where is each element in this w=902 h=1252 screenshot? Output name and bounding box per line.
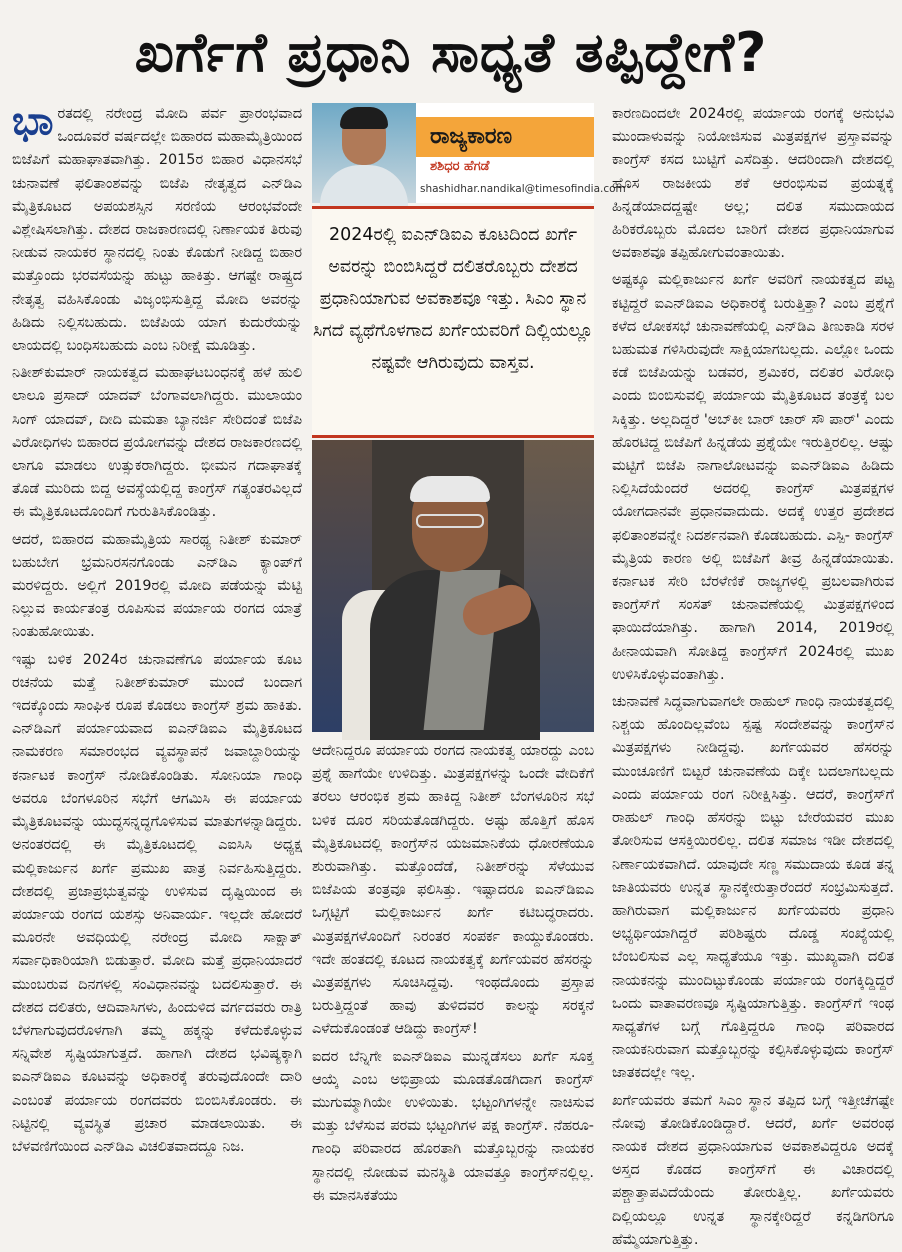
drop-cap: ಭಾ [12, 98, 54, 144]
headline: ಖರ್ಗೆಗೆ ಪ್ರಧಾನಿ ಸಾಧ್ಯತೆ ತಪ್ಪಿದ್ದೇಗೆ? [134, 21, 768, 84]
paragraph: ಭಾರತದಲ್ಲಿ ನರೇಂದ್ರ ಮೋದಿ ಪರ್ವ ಪ್ರಾರಂಭವಾದ ಒಂದೂವರೆ ವರ್ಷದಲ್ಲೇ ಬಿಹಾರದ ಮಹಾಮೈತ್ರಿಯಿಂದ ಬಿಜೆಪಿಗೆ ಮಹಾಘಾತವಾಗಿತ್ತು. 2015ರ ಬಿಹಾರ ವಿಧಾನಸಭೆ ಚುನಾವಣೆ ಫಲಿತಾಂಶವನ್ನು ಬಿಜೆಪಿ ನೇತೃತ್ವದ ಎನ್‌ಡಿಎ ಮೈತ್ರಿಕೂಟದ ಅಪಯಶಸ್ಸಿನ ಸರಣಿಯ ಆರಂಭವೆಂದೇ ವಿಶ್ಲೇಷಿಸಲಾಗಿತ್ತು. ದೇಶದ ರಾಜಕಾರಣದಲ್ಲಿ ನಿರ್ಣಾಯಕ ತಿರುವು ನೀಡುವ ನಾಯಕರ ಸ್ಥಾನದಲ್ಲಿ ನಿಂತು ಕೊಡುಗೆ ನೀಡಿದ್ದ ಬಿಹಾರ ಮತ್ತೊಂದು ಭರವಸೆಯನ್ನು ಹುಟ್ಟು ಹಾಕಿತ್ತು. ಆಗಷ್ಟೇ ರಾಷ್ಟ್ರದ ನೇತೃತ್ವ ವಹಿಸಿಕೊಂಡು ವಿಜೃಂಭಿಸುತ್ತಿದ್ದ ಮೋದಿ ಅವರನ್ನು ಹಿಡಿದು ನಿಲ್ಲಿಸಬಹುದು. ಬಿಜೆಪಿಯ ಯಾಗ ಕುದುರೆಯನ್ನು ಲಾಯದಲ್ಲಿ ಬಂಧಿಸಬಹುದು ಎಂಬ ನಿರೀಕ್ಷೆ ಮೂಡಿತ್ತು. [12, 98, 302, 355]
paragraph: ಕಾರಣದಿಂದಲೇ 2024ರಲ್ಲಿ ಪರ್ಯಾಯ ರಂಗಕ್ಕೆ ಅನುಭವಿ ಮುಂದಾಳುವನ್ನು ನಿಯೋಜಿಸುವ ಮಿತ್ರಪಕ್ಷಗಳ ಪ್ರಸ್ತಾವವನ್ನು ಕಾಂಗ್ರೆಸ್ ಕಸದ ಬುಟ್ಟಿಗೆ ಎಸೆದಿತ್ತು. ಆದರಿಂದಾಗಿ ದೇಶದಲ್ಲಿ ಹೊಸ ರಾಜಕೀಯ ಶಕೆ ಆರಂಭಿಸುವ ಪ್ರಯತ್ನಕ್ಕೆ ಹಿನ್ನಡೆಯಾದದ್ದಷ್ಟೇ ಅಲ್ಲ; ದಲಿತ ಸಮುದಾಯದ ಹಿರಿಕರೊಬ್ಬರು ಮೊದಲ ಬಾರಿಗೆ ದೇಶದ ಪ್ರಧಾನಿಯಾಗುವ ಅವಕಾಶವೂ ತಪ್ಪಿಹೋಗುವಂತಾಯಿತು. [612, 106, 894, 262]
paragraph: ಇಷ್ಟು ಬಳಿಕ 2024ರ ಚುನಾವಣೆಗೂ ಪರ್ಯಾಯ ಕೂಟ ರಚನೆಯ ಮತ್ತೆ ನಿತೀಶ್‌ಕುಮಾರ್ ಮುಂದೆ ಬಂದಾಗ ಇದಕ್ಕೊಂದು ಸಾಂಘಿಕ ರೂಪ ಕೊಡಲು ಕಾಂಗ್ರೆಸ್ ಶ್ರಮ ಹಾಕಿತು. ಎನ್‌ಡಿಎಗೆ ಪರ್ಯಾಯವಾದ ಐಎನ್‌ಡಿಐಎ ಮೈತ್ರಿಕೂಟದ ನಾಮಕರಣ ಸಮಾರಂಭದ ವ್ಯವಸ್ಥಾಪನೆ ಜವಾಬ್ದಾರಿಯನ್ನು ಕರ್ನಾಟಕ ಕಾಂಗ್ರೆಸ್ ನೋಡಿಕೊಂಡಿತು. ಸೋನಿಯಾ ಗಾಂಧಿ ಅವರೂ ಬೆಂಗಳೂರಿನ ಸಭೆಗೆ ಆಗಮಿಸಿ ಈ ಪರ್ಯಾಯ ಮೈತ್ರಿಕೂಟವನ್ನು ಯುದ್ಧಸನ್ನದ್ಧಗೊಳಿಸುವ ಮಾತುಗಳನ್ನಾಡಿದ್ದರು. ಅನಂತರದಲ್ಲಿ ಈ ಮೈತ್ರಿಕೂಟದಲ್ಲಿ ಎಐಸಿಸಿ ಅಧ್ಯಕ್ಷ ಮಲ್ಲಿಕಾರ್ಜುನ ಖರ್ಗೆ ಪ್ರಮುಖ ಪಾತ್ರ ನಿರ್ವಹಿಸುತ್ತಿದ್ದರು. ದೇಶದಲ್ಲಿ ಪ್ರಜಾಪ್ರಭುತ್ವವನ್ನು ಉಳಿಸುವ ದೃಷ್ಟಿಯಿಂದ ಈ ಪರ್ಯಾಯ ರಂಗದ ಯಶಸ್ಸು ಅನಿವಾರ್ಯ. ಇಲ್ಲದೇ ಹೋದರೆ ಮೂರನೇ ಅವಧಿಯಲ್ಲಿ ನರೇಂದ್ರ ಮೋದಿ ಸಾಕ್ಷಾತ್ ಸರ್ವಾಧಿಕಾರಿಯಾಗಿ ಬಿಡುತ್ತಾರೆ. ಮೋದಿ ಮತ್ತೆ ಪ್ರಧಾನಿಯಾದರೆ ಮುಂಬರುವ ದಿನಗಳಲ್ಲಿ ಸಂವಿಧಾನವನ್ನು ಬದಲಿಸುತ್ತಾರೆ. ಈ ದೇಶದ ದಲಿತರು, ಆದಿವಾಸಿಗಳು, ಹಿಂದುಳಿದ ವರ್ಗದವರು ರಾತ್ರಿ ಬೆಳಗಾಗುವುದರೊಳಗಾಗಿ ತಮ್ಮ ಹಕ್ಕನ್ನು ಕಳೆದುಕೊಳ್ಳುವ ಸನ್ನಿವೇಶ ಸೃಷ್ಟಿಯಾಗುತ್ತದೆ. ಹಾಗಾಗಿ ದೇಶದ ಭವಿಷ್ಯಕ್ಕಾಗಿ ಐಎನ್‌ಡಿಐಎ ಕೂಟವನ್ನು ಅಧಿಕಾರಕ್ಕೆ ತರುವುದೊಂದೇ ದಾರಿ ಎಂಬಂತೆ ಪರ್ಯಾಯ ರಂಗದವರು ಬಿಂಬಿಸಿಕೊಂಡರು. ಈ ನಿಟ್ಟಿನಲ್ಲಿ ವ್ಯವಸ್ಥಿತ ಪ್ರಚಾರ ಮಾಡಲಾಯಿತು. ಈ ಬೆಳವಣಿಗೆಯಿಂದ ಎನ್‌ಡಿಎ ವಿಚಲಿತವಾದದ್ದೂ ನಿಜ. [12, 651, 302, 1155]
paragraph: ಐದರ ಬೆನ್ನಿಗೇ ಐಎನ್‌ಡಿಐಎ ಮುನ್ನಡೆಸಲು ಖರ್ಗೆ ಸೂಕ್ತ ಆಯ್ಕೆ ಎಂಬ ಅಭಿಪ್ರಾಯ ಮೂಡತೊಡಗಿದಾಗ ಕಾಂಗ್ರೆಸ್ ಮುಗುಮ್ಮಾಗಿಯೇ ಉಳಿಯಿತು. ಭಟ್ಟಂಗಿಗಳನ್ನೇ ನಾಚಿಸುವ ಮತ್ತು ಬೆಳೆಸುವ ಪರಮ ಭಟ್ಟಂಗಿಗಳ ಪಕ್ಷ ಕಾಂಗ್ರೆಸ್. ನೆಹರೂ- ಗಾಂಧಿ ಪರಿವಾರದ ಹೊರತಾಗಿ ಮತ್ತೊಬ್ಬರನ್ನು ನಾಯಕರ ಸ್ಥಾನದಲ್ಲಿ ನೋಡುವ ಮನಸ್ಥಿತಿ ಯಾವತ್ತೂ ಕಾಂಗ್ರೆಸ್‌ನಲ್ಲಿಲ್ಲ. ಈ ಮಾನಸಿಕತೆಯು [312, 1048, 594, 1204]
paragraph: ಆದೇನಿದ್ದರೂ ಪರ್ಯಾಯ ರಂಗದ ನಾಯಕತ್ವ ಯಾರದ್ದು ಎಂಬ ಪ್ರಶ್ನೆ ಹಾಗೆಯೇ ಉಳಿದಿತ್ತು. ಮಿತ್ರಪಕ್ಷಗಳನ್ನು ಒಂದೇ ವೇದಿಕೆಗೆ ತರಲು ಆರಂಭಿಕ ಶ್ರಮ ಹಾಕಿದ್ದ ನಿತೀಶ್ ಬೆಂಗಳೂರಿನ ಸಭೆ ಬಳಿಕ ದೂರ ಸರಿಯತೊಡಗಿದ್ದರು. ಅಷ್ಟು ಹೊತ್ತಿಗೆ ಹೊಸ ಮೈತ್ರಿಕೂಟದಲ್ಲಿ ಕಾಂಗ್ರೆಸ್‌ನ ಯಜಮಾನಿಕೆಯ ಧೋರಣೆಯೂ ಶುರುವಾಗಿತ್ತು. ಮತ್ತೊಂದೆಡೆ, ನಿತೀಶ್‌ರನ್ನು ಸೆಳೆಯುವ ಬಿಜೆಪಿಯ ತಂತ್ರವೂ ಫಲಿಸಿತ್ತು. ಇಷ್ಟಾದರೂ ಐಎನ್‌ಡಿಐಎ ಒಗ್ಗಟ್ಟಿಗೆ ಮಲ್ಲಿಕಾರ್ಜುನ ಖರ್ಗೆ ಕಟಿಬದ್ಧರಾದರು. ಮಿತ್ರಪಕ್ಷಗಳೊಂದಿಗೆ ನಿರಂತರ ಸಂಪರ್ಕ ಕಾಯ್ದುಕೊಂಡರು. ಇದೇ ಹಂತದಲ್ಲಿ ಕೂಟದ ನಾಯಕತ್ವಕ್ಕೆ ಖರ್ಗೆಯವರ ಹೆಸರನ್ನು ಮಿತ್ರಪಕ್ಷಗಳು ಸೂಚಿಸಿದ್ದವು. ಇಂಥದೊಂದು ಪ್ರಸ್ತಾಪ ಬರುತ್ತಿದ್ದಂತೆ ಹಾವು ತುಳಿದವರ ಕಾಲನ್ನು ಸರಕ್ಕನೆ ಎಳೆದುಕೊಂಡಂತೆ ಆಡಿದ್ದು ಕಾಂಗ್ರೆಸ್! [312, 743, 594, 1038]
paragraph: ಆದರೆ, ಬಿಹಾರದ ಮಹಾಮೈತ್ರಿಯ ಸಾರಥ್ಯ ನಿತೀಶ್ ಕುಮಾರ್ ಬಹುಬೇಗ ಭ್ರಮನಿರಸನಗೊಂಡು ಎನ್‌ಡಿಎ ಕ್ಯಾಂಪ್‌ಗೆ ಮರಳಿದ್ದರು. ಅಲ್ಲಿಗೆ 2019ರಲ್ಲಿ ಮೋದಿ ಪಡೆಯನ್ನು ಮೆಟ್ಟಿ ನಿಲ್ಲುವ ಕಾರ್ಯತಂತ್ರ ರೂಪಿಸುವ ಪರ್ಯಾಯ ರಂಗದ ಯಾತ್ರೆ ನಿಂತುಹೋಯಿತು. [12, 531, 302, 641]
author-email: shashidhar.nandikal@timesofindia.com [420, 183, 626, 195]
kharge-photo [312, 440, 594, 732]
paragraph: ಚುನಾವಣೆ ಸಿದ್ಧವಾಗುವಾಗಲೇ ರಾಹುಲ್ ಗಾಂಧಿ ನಾಯಕತ್ವದಲ್ಲಿ ನಿಶ್ಚಯ ಹೊಂದಿಲ್ಲವೆಂಬ ಸ್ಪಷ್ಟ ಸಂದೇಶವನ್ನು ಕಾಂಗ್ರೆಸ್‌ನ ಮಿತ್ರಪಕ್ಷಗಳು ನೀಡಿದ್ದವು. ಖರ್ಗೆಯವರ ಹೆಸರನ್ನು ಮುಂಚೂಣಿಗೆ ಬಿಟ್ಟರೆ ಚುನಾವಣೆಯ ದಿಕ್ಕೇ ಬದಲಾಗಬಲ್ಲದು ಎಂದು ಪರ್ಯಾಯ ರಂಗ ನಿರೀಕ್ಷಿಸಿತ್ತು. ಆದರೆ, ಕಾಂಗ್ರೆಸ್‌ಗೆ ರಾಹುಲ್ ಗಾಂಧಿ ಹೆಸರನ್ನು ಬಿಟ್ಟು ಬೇರೆಯವರ ಮುಖ ತೋರಿಸುವ ಆಸಕ್ತಿಯಿರಲಿಲ್ಲ. ದಲಿತ ಸಮಾಜ ಇಡೀ ದೇಶದಲ್ಲಿ ನಿರ್ಣಾಯಕವಾಗಿದೆ. ಯಾವುದೇ ಸಣ್ಣ ಸಮುದಾಯ ಕೂಡ ತನ್ನ ಜಾತಿಯವರು ಉನ್ನತ ಸ್ಥಾನಕ್ಕೇರುತ್ತಾರೆಂದರೆ ಸಂಭ್ರಮಿಸುತ್ತದೆ. ಹಾಗಿರುವಾಗ ಮಲ್ಲಿಕಾರ್ಜುನ ಖರ್ಗೆಯವರು ಪ್ರಧಾನಿ ಅಭ್ಯರ್ಥಿಯಾಗಿದ್ದರೆ ಪರಿಶಿಷ್ಟರು ದೊಡ್ಡ ಸಂಖ್ಯೆಯಲ್ಲಿ ಬೆಂಬಲಿಸುವ ಎಲ್ಲ ಸಾಧ್ಯತೆಯೂ ಇತ್ತು. ಮುಖ್ಯವಾಗಿ ದಲಿತ ನಾಯಕನನ್ನು ಮುಂದಿಟ್ಟುಕೊಂಡು ಪರ್ಯಾಯ ರಂಗಕ್ಕಿದ್ದಿದ್ದರೆ ಒಂದು ವಾತಾವರಣವೂ ಸೃಷ್ಟಿಯಾಗುತ್ತಿತ್ತು. ಕಾಂಗ್ರೆಸ್‌ಗೆ ಇಂಥ ಸಾಧ್ಯತೆಗಳ ಬಗ್ಗೆ ಗೊತ್ತಿದ್ದರೂ ಗಾಂಧಿ ಪರಿವಾರದ ನಾಯಕನಿರುವಾಗ ಮತ್ತೊಬ್ಬರನ್ನು ಕಲ್ಪಿಸಿಕೊಳ್ಳುವುದು ಕಾಂಗ್ರೆಸ್ ಜಾತಕದಲ್ಲೇ ಇಲ್ಲ. [612, 694, 894, 1082]
pull-quote: 2024ರಲ್ಲಿ ಐಎನ್‌ಡಿಐಎ ಕೂಟದಿಂದ ಖರ್ಗೆ ಅವರನ್ನು ಬಿಂಬಿಸಿದ್ದರೆ ದಲಿತರೊಬ್ಬರು ದೇಶದ ಪ್ರಧಾನಿಯಾಗುವ ಅವಕಾಶವೂ ಇತ್ತು. ಸಿಎಂ ಸ್ಥಾನ ಸಿಗದೆ ವ್ಯಥೆಗೊಳಗಾದ ಖರ್ಗೆಯವರಿಗೆ ದಿಲ್ಲಿಯಲ್ಲೂ ನಷ್ಟವೇ ಆಗಿರುವುದು ವಾಸ್ತವ. [312, 206, 594, 438]
column-right [612, 103, 894, 1248]
column-middle [312, 740, 594, 1204]
column-left [12, 98, 302, 1195]
author-photo [312, 103, 416, 203]
paragraph: ಅಷ್ಟಕ್ಕೂ ಮಲ್ಲಿಕಾರ್ಜುನ ಖರ್ಗೆ ಅವರಿಗೆ ನಾಯಕತ್ವದ ಪಟ್ಟ ಕಟ್ಟಿದ್ದರೆ ಐಎನ್‌ಡಿಐಎ ಅಧಿಕಾರಕ್ಕೆ ಬರುತ್ತಿತ್ತಾ? ಎಂಬ ಪ್ರಶ್ನೆಗೆ ಕಳೆದ ಲೋಕಸಭೆ ಚುನಾವಣೆಯಲ್ಲಿ ಎನ್‌ಡಿಎ ತಿಣುಕಾಡಿ ಸರಳ ಬಹುಮತ ಗಳಿಸಿರುವುದೇ ಸಾಕ್ಷಿಯಾಗಬಲ್ಲದು. ಎಲ್ಲೋ ಒಂದು ಕಡೆ ಬಿಜೆಪಿಯನ್ನು ಬಡವರ, ಶ್ರಮಿಕರ, ದಲಿತರ ವಿರೋಧಿ ಎಂದು ಬಿಂಬಿಸುವಲ್ಲಿ ಪರ್ಯಾಯ ಮೈತ್ರಿಕೂಟದ ತಂತ್ರಕ್ಕೆ ಬಲ ಸಿಕ್ಕಿತ್ತು. ಅಲ್ಲದಿದ್ದರೆ 'ಅಬ್‌ಕೀ ಬಾರ್ ಚಾರ್ ಸೌ ಪಾರ್' ಎಂದು ಹೊರಟಿದ್ದ ಬಿಜೆಪಿಗೆ ಹಿನ್ನಡೆಯ ಪ್ರಶ್ನೆಯೇ ಇರುತ್ತಿರಲಿಲ್ಲ. ಆಷ್ಟು ಮಟ್ಟಿಗೆ ಬಿಜೆಪಿ ನಾಗಾಲೋಟವನ್ನು ಐಎನ್‌ಡಿಐಎ ಹಿಡಿದು ನಿಲ್ಲಿಸಿದೆಯೆಂದರೆ ಅದರಲ್ಲಿ ಕಾಂಗ್ರೆಸ್ ಮಿತ್ರಪಕ್ಷಗಳ ಯೋಗದಾನವೇ ಪ್ರಧಾನವಾದುದು. ಅದಕ್ಕೆ ಉತ್ತರ ಪ್ರದೇಶದ ಫಲಿತಾಂಶವನ್ನೇ ನಿದರ್ಶನವಾಗಿ ಕೊಡಬಹುದು. ಎಸ್ಪಿ- ಕಾಂಗ್ರೆಸ್ ಮೈತ್ರಿಯ ಕಾರಣ ಅಲ್ಲಿ ಬಿಜೆಪಿಗೆ ತೀವ್ರ ಹಿನ್ನಡೆಯಾಯಿತು. ಕರ್ನಾಟಕ ಸೇರಿ ಬೆರಳೆಣಿಕೆ ರಾಜ್ಯಗಳಲ್ಲಿ ಪ್ರಬಲವಾಗಿರುವ ಕಾಂಗ್ರೆಸ್‌ಗೆ ಸಂಸತ್ ಚುನಾವಣೆಯಲ್ಲಿ ಮಿತ್ರಪಕ್ಷಗಳಿಂದ ಫಾಯಿದೆಯಾಗಿತ್ತು. ಹಾಗಾಗಿ 2014, 2019ರಲ್ಲಿ ಹೀನಾಯವಾಗಿ ಸೋತಿದ್ದ ಕಾಂಗ್ರೆಸ್‌ಗೆ 2024ರಲ್ಲಿ ಮುಖ ಉಳಿಸಿಕೊಳ್ಳುವಂತಾಗಿತ್ತು. [612, 272, 894, 683]
byline-box [312, 103, 626, 203]
paragraph: ನಿತೀಶ್‌ಕುಮಾರ್ ನಾಯಕತ್ವದ ಮಹಾಘಟಬಂಧನಕ್ಕೆ ಹಳೆ ಹುಲಿ ಲಾಲೂ ಪ್ರಸಾದ್ ಯಾದವ್ ಬೆಂಗಾವಲಾಗಿದ್ದರು. ಮುಲಾಯಂ ಸಿಂಗ್ ಯಾದವ್, ದೀದಿ ಮಮತಾ ಬ್ಯಾನರ್ಜಿ ಸೇರಿದಂತೆ ಬಿಜೆಪಿ ವಿರೋಧಿಗಳು ಬಿಹಾರದ ಪ್ರಯೋಗವನ್ನು ದೇಶದ ರಾಜಕಾರಣದಲ್ಲಿ ಲಾಗೂ ಮಾಡಲು ಉತ್ಸುಕರಾಗಿದ್ದರು. ಭೀಮನ ಗದಾಘಾತಕ್ಕೆ ತೊಡೆ ಮುರಿದು ಬಿದ್ದ ಅವಸ್ಥೆಯಲ್ಲಿದ್ದ ಕಾಂಗ್ರೆಸ್ ಗತ್ಯಂತರವಿಲ್ಲದೆ ಈ ಮೈತ್ರಿಕೂಟದೊಂದಿಗೆ ಗುರುತಿಸಿಕೊಂಡಿತ್ತು. [12, 365, 302, 521]
paragraph: ಖರ್ಗೆಯವರು ತಮಗೆ ಸಿಎಂ ಸ್ಥಾನ ತಪ್ಪಿದ ಬಗ್ಗೆ ಇತ್ತೀಚೆಗಷ್ಟೇ ನೋವು ತೋಡಿಕೊಂಡಿದ್ದಾರೆ. ಆದರೆ, ಖರ್ಗೆ ಅವರಂಥ ನಾಯಕ ದೇಶದ ಪ್ರಧಾನಿಯಾಗುವ ಅವಕಾಶವಿದ್ದರೂ ಅದಕ್ಕೆ ಅಸ್ತದ ಕೊಡದ ಕಾಂಗ್ರೆಸ್‌ಗೆ ಈ ವಿಚಾರದಲ್ಲಿ ಪಶ್ಚಾತ್ತಾಪವಿದೆಯೆಂದು ತೋರುತ್ತಿಲ್ಲ. ಖರ್ಗೆಯವರು ದಿಲ್ಲಿಯಲ್ಲೂ ಉನ್ನತ ಸ್ಥಾನಕ್ಕೇರಿದ್ದರೆ ಕನ್ನಡಿಗರಿಗೂ ಹೆಮ್ಮೆಯಾಗುತ್ತಿತ್ತು. [612, 1092, 894, 1248]
author-name: ಶಶಿಧರ ಹೆಗಡೆ [430, 159, 490, 174]
section-label: ರಾಜ್ಯಕಾರಣ [416, 117, 594, 157]
